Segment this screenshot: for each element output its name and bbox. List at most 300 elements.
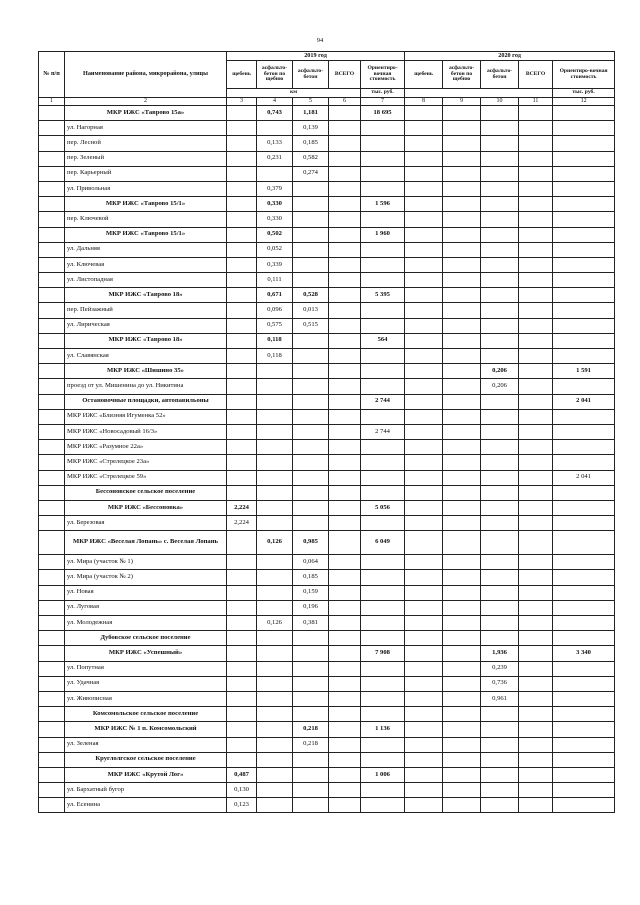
row-name-cell: проезд от ул. Мишенина до ул. Никитина (65, 379, 227, 394)
table-row (39, 121, 615, 136)
value-cell (329, 455, 361, 470)
value-cell (481, 318, 519, 333)
table-row (39, 616, 615, 631)
row-name-cell: МКР ИЖС «Таврово 18» (65, 288, 227, 303)
value-cell: 0,239 (481, 661, 519, 676)
value-cell: 0,096 (257, 303, 293, 318)
value-cell (227, 470, 257, 485)
table-row (39, 600, 615, 615)
value-cell (405, 531, 443, 555)
value-cell (227, 570, 257, 585)
value-cell (553, 555, 615, 570)
value-cell (405, 303, 443, 318)
value-cell (481, 227, 519, 242)
header-sub: ВСЕГО (519, 61, 553, 89)
value-cell (443, 722, 481, 737)
value-cell (405, 600, 443, 615)
row-name-cell: ул. Листопадная (65, 273, 227, 288)
value-cell (481, 798, 519, 813)
table-row (39, 661, 615, 676)
value-cell (227, 318, 257, 333)
header-sub: асфальто-бетон по щебню (257, 61, 293, 89)
value-cell (257, 691, 293, 706)
row-name-cell: ул. Славянская (65, 349, 227, 364)
row-name-cell: МКР ИЖС «Веселая Лопань» с. Веселая Лопань (65, 531, 227, 555)
value-cell (481, 181, 519, 196)
value-cell (443, 242, 481, 257)
value-cell (227, 485, 257, 500)
value-cell (405, 707, 443, 722)
value-cell (481, 500, 519, 515)
value-cell (329, 349, 361, 364)
value-cell (227, 166, 257, 181)
value-cell (405, 394, 443, 409)
table-row (39, 707, 615, 722)
value-cell (293, 212, 329, 227)
value-cell (481, 212, 519, 227)
table-row (39, 318, 615, 333)
value-cell (329, 555, 361, 570)
row-name-cell: ул. Дальняя (65, 242, 227, 257)
row-number-cell (39, 349, 65, 364)
row-name-cell: МКР ИЖС «Бессоновка» (65, 500, 227, 515)
value-cell (519, 364, 553, 379)
value-cell (329, 303, 361, 318)
value-cell (293, 455, 329, 470)
value-cell (519, 333, 553, 348)
value-cell: 0,126 (257, 531, 293, 555)
value-cell (293, 767, 329, 782)
row-number-cell (39, 646, 65, 661)
value-cell (481, 151, 519, 166)
table-row (39, 181, 615, 196)
value-cell (257, 676, 293, 691)
value-cell (257, 783, 293, 798)
value-cell (443, 136, 481, 151)
value-cell (519, 121, 553, 136)
value-cell (481, 570, 519, 585)
value-cell (227, 303, 257, 318)
col-number: 10 (481, 98, 519, 106)
table-row (39, 288, 615, 303)
value-cell (481, 394, 519, 409)
value-cell (443, 106, 481, 121)
row-name-cell: ул. Живописная (65, 691, 227, 706)
value-cell (553, 197, 615, 212)
value-cell (361, 783, 405, 798)
value-cell (329, 364, 361, 379)
row-number-cell (39, 631, 65, 646)
value-cell (329, 227, 361, 242)
value-cell (519, 631, 553, 646)
table-row (39, 531, 615, 555)
row-number-cell (39, 516, 65, 531)
value-cell (553, 783, 615, 798)
value-cell (329, 318, 361, 333)
value-cell (257, 516, 293, 531)
value-cell (405, 500, 443, 515)
value-cell (519, 136, 553, 151)
value-cell (405, 151, 443, 166)
value-cell (553, 631, 615, 646)
row-name-cell: МКР ИЖС «Крутой Лог» (65, 767, 227, 782)
row-number-cell (39, 616, 65, 631)
value-cell (443, 616, 481, 631)
row-number-cell (39, 600, 65, 615)
value-cell (257, 600, 293, 615)
row-number-cell (39, 364, 65, 379)
row-number-cell (39, 106, 65, 121)
value-cell (227, 676, 257, 691)
row-number-cell (39, 485, 65, 500)
value-cell (443, 500, 481, 515)
row-name-cell: ул. Есенина (65, 798, 227, 813)
value-cell (293, 485, 329, 500)
row-number-cell (39, 303, 65, 318)
value-cell: 2 744 (361, 424, 405, 439)
value-cell (257, 364, 293, 379)
value-cell (405, 242, 443, 257)
value-cell (361, 600, 405, 615)
table-row (39, 676, 615, 691)
value-cell (405, 737, 443, 752)
value-cell (329, 485, 361, 500)
value-cell: 1,181 (293, 106, 329, 121)
value-cell (361, 691, 405, 706)
value-cell (553, 333, 615, 348)
value-cell (227, 379, 257, 394)
value-cell (443, 151, 481, 166)
value-cell: 564 (361, 333, 405, 348)
row-number-cell (39, 424, 65, 439)
value-cell (227, 691, 257, 706)
value-cell (481, 242, 519, 257)
value-cell (519, 349, 553, 364)
value-cell (443, 631, 481, 646)
value-cell (293, 661, 329, 676)
value-cell: 0,381 (293, 616, 329, 631)
value-cell (329, 470, 361, 485)
value-cell (405, 197, 443, 212)
value-cell (227, 151, 257, 166)
row-name-cell: пер. Лесной (65, 136, 227, 151)
row-name-cell: пер. Ключевой (65, 212, 227, 227)
value-cell (481, 555, 519, 570)
value-cell (329, 242, 361, 257)
value-cell (553, 424, 615, 439)
table-row (39, 303, 615, 318)
col-number: 9 (443, 98, 481, 106)
value-cell (443, 646, 481, 661)
value-cell (361, 661, 405, 676)
row-number-cell (39, 798, 65, 813)
header-sub: Ориентиро-вочная стоимость (553, 61, 615, 89)
value-cell (329, 379, 361, 394)
value-cell: 0,961 (481, 691, 519, 706)
value-cell (553, 661, 615, 676)
value-cell: 0,502 (257, 227, 293, 242)
col-number: 3 (227, 98, 257, 106)
value-cell (519, 166, 553, 181)
row-name-cell: МКР ИЖС № 1 п. Комсомольский (65, 722, 227, 737)
value-cell (481, 485, 519, 500)
value-cell (553, 737, 615, 752)
value-cell (405, 616, 443, 631)
page-number: 94 (316, 37, 324, 44)
value-cell (481, 737, 519, 752)
value-cell (443, 470, 481, 485)
value-cell (553, 227, 615, 242)
value-cell: 1 136 (361, 722, 405, 737)
row-name-cell: МКР ИЖС «Успешный» (65, 646, 227, 661)
header-unit-km-2020 (405, 89, 553, 98)
value-cell (361, 151, 405, 166)
value-cell (405, 333, 443, 348)
value-cell (227, 424, 257, 439)
row-number-cell (39, 767, 65, 782)
row-name-cell: Остановочные площадки, автопавильоны (65, 394, 227, 409)
value-cell (293, 500, 329, 515)
value-cell (293, 646, 329, 661)
value-cell (405, 470, 443, 485)
value-cell (519, 691, 553, 706)
value-cell (443, 257, 481, 272)
row-number-cell (39, 722, 65, 737)
value-cell (481, 707, 519, 722)
col-number: 6 (329, 98, 361, 106)
value-cell (329, 288, 361, 303)
value-cell (481, 288, 519, 303)
value-cell (257, 661, 293, 676)
value-cell (405, 273, 443, 288)
roads-table (38, 51, 615, 813)
value-cell (553, 531, 615, 555)
row-number-cell (39, 318, 65, 333)
value-cell (519, 600, 553, 615)
value-cell (519, 455, 553, 470)
row-number-cell (39, 227, 65, 242)
value-cell (519, 257, 553, 272)
value-cell (553, 500, 615, 515)
value-cell (293, 197, 329, 212)
value-cell (553, 106, 615, 121)
value-cell: 0,985 (293, 531, 329, 555)
value-cell (329, 121, 361, 136)
value-cell (329, 783, 361, 798)
row-name-cell: ул. Ключевая (65, 257, 227, 272)
row-name-cell: пер. Карьерный (65, 166, 227, 181)
value-cell (443, 440, 481, 455)
value-cell (257, 470, 293, 485)
table-row (39, 722, 615, 737)
col-number: 4 (257, 98, 293, 106)
value-cell (293, 691, 329, 706)
row-name-cell: МКР ИЖС «Близняя Игуменка 52» (65, 409, 227, 424)
value-cell: 0,218 (293, 737, 329, 752)
value-cell (481, 424, 519, 439)
value-cell (361, 349, 405, 364)
row-number-cell (39, 197, 65, 212)
value-cell (405, 516, 443, 531)
table-row (39, 485, 615, 500)
value-cell (361, 555, 405, 570)
value-cell (481, 531, 519, 555)
value-cell (293, 409, 329, 424)
value-cell (227, 273, 257, 288)
value-cell (443, 273, 481, 288)
value-cell (443, 333, 481, 348)
value-cell: 0,185 (293, 570, 329, 585)
value-cell (481, 722, 519, 737)
value-cell (361, 136, 405, 151)
value-cell (405, 722, 443, 737)
value-cell (443, 767, 481, 782)
value-cell: 2 041 (553, 394, 615, 409)
value-cell: 0,130 (227, 783, 257, 798)
header-sub: ВСЕГО (329, 61, 361, 89)
value-cell (361, 242, 405, 257)
value-cell (293, 242, 329, 257)
value-cell (361, 752, 405, 767)
value-cell (553, 242, 615, 257)
table-row (39, 783, 615, 798)
table-row (39, 273, 615, 288)
value-cell (553, 585, 615, 600)
value-cell (361, 121, 405, 136)
col-number: 2 (65, 98, 227, 106)
value-cell (481, 516, 519, 531)
table-row (39, 151, 615, 166)
value-cell: 1,936 (481, 646, 519, 661)
row-name-cell: Бессоновское сельское поселение (65, 485, 227, 500)
value-cell (257, 394, 293, 409)
value-cell (227, 661, 257, 676)
value-cell (443, 531, 481, 555)
table-row (39, 242, 615, 257)
row-name-cell: МКР ИЖС «Таврово 15а» (65, 106, 227, 121)
value-cell (553, 409, 615, 424)
value-cell (227, 364, 257, 379)
value-cell (257, 570, 293, 585)
value-cell (443, 227, 481, 242)
row-name-cell: ул. Молодежная (65, 616, 227, 631)
value-cell (443, 707, 481, 722)
row-name-cell: пер. Пейзажный (65, 303, 227, 318)
value-cell (553, 318, 615, 333)
col-number: 12 (553, 98, 615, 106)
value-cell (293, 676, 329, 691)
value-cell (405, 364, 443, 379)
value-cell (481, 752, 519, 767)
value-cell (293, 470, 329, 485)
value-cell (329, 585, 361, 600)
value-cell: 0,218 (293, 722, 329, 737)
value-cell: 0,139 (293, 121, 329, 136)
value-cell: 0,206 (481, 364, 519, 379)
value-cell (361, 570, 405, 585)
value-cell (481, 303, 519, 318)
value-cell (405, 257, 443, 272)
value-cell (553, 616, 615, 631)
value-cell (227, 136, 257, 151)
row-number-cell (39, 440, 65, 455)
value-cell (361, 212, 405, 227)
value-cell: 2,224 (227, 516, 257, 531)
value-cell (361, 585, 405, 600)
table-row (39, 585, 615, 600)
value-cell (329, 531, 361, 555)
table-body (39, 106, 615, 813)
table-row (39, 440, 615, 455)
value-cell: 0,185 (293, 136, 329, 151)
value-cell (227, 227, 257, 242)
value-cell (519, 181, 553, 196)
value-cell: 0,736 (481, 676, 519, 691)
value-cell (519, 227, 553, 242)
value-cell (405, 121, 443, 136)
value-cell: 0,013 (293, 303, 329, 318)
value-cell (519, 424, 553, 439)
value-cell: 0,133 (257, 136, 293, 151)
value-cell (329, 409, 361, 424)
value-cell (361, 166, 405, 181)
value-cell (329, 631, 361, 646)
value-cell (519, 409, 553, 424)
value-cell (405, 288, 443, 303)
value-cell (293, 257, 329, 272)
value-cell (227, 737, 257, 752)
value-cell (553, 455, 615, 470)
value-cell (405, 661, 443, 676)
row-number-cell (39, 470, 65, 485)
header-sub: асфальто-бетон (481, 61, 519, 89)
value-cell (405, 585, 443, 600)
table-row (39, 470, 615, 485)
value-cell (329, 212, 361, 227)
value-cell (293, 227, 329, 242)
value-cell (329, 516, 361, 531)
value-cell (405, 570, 443, 585)
value-cell: 0,231 (257, 151, 293, 166)
value-cell (405, 440, 443, 455)
value-cell (443, 737, 481, 752)
value-cell (405, 136, 443, 151)
value-cell (293, 440, 329, 455)
table-row (39, 455, 615, 470)
value-cell (293, 798, 329, 813)
value-cell (443, 455, 481, 470)
value-cell (227, 288, 257, 303)
table-row (39, 333, 615, 348)
value-cell: 0,111 (257, 273, 293, 288)
value-cell (519, 707, 553, 722)
value-cell (227, 257, 257, 272)
table-row (39, 364, 615, 379)
value-cell (293, 424, 329, 439)
value-cell (553, 798, 615, 813)
value-cell (553, 440, 615, 455)
value-cell (405, 181, 443, 196)
value-cell (443, 691, 481, 706)
row-name-cell: пер. Зеленый (65, 151, 227, 166)
header-unit-rub: тыс. руб. (553, 89, 615, 98)
value-cell (519, 485, 553, 500)
value-cell (519, 303, 553, 318)
value-cell (361, 676, 405, 691)
value-cell: 0,743 (257, 106, 293, 121)
value-cell (405, 631, 443, 646)
value-cell (553, 676, 615, 691)
